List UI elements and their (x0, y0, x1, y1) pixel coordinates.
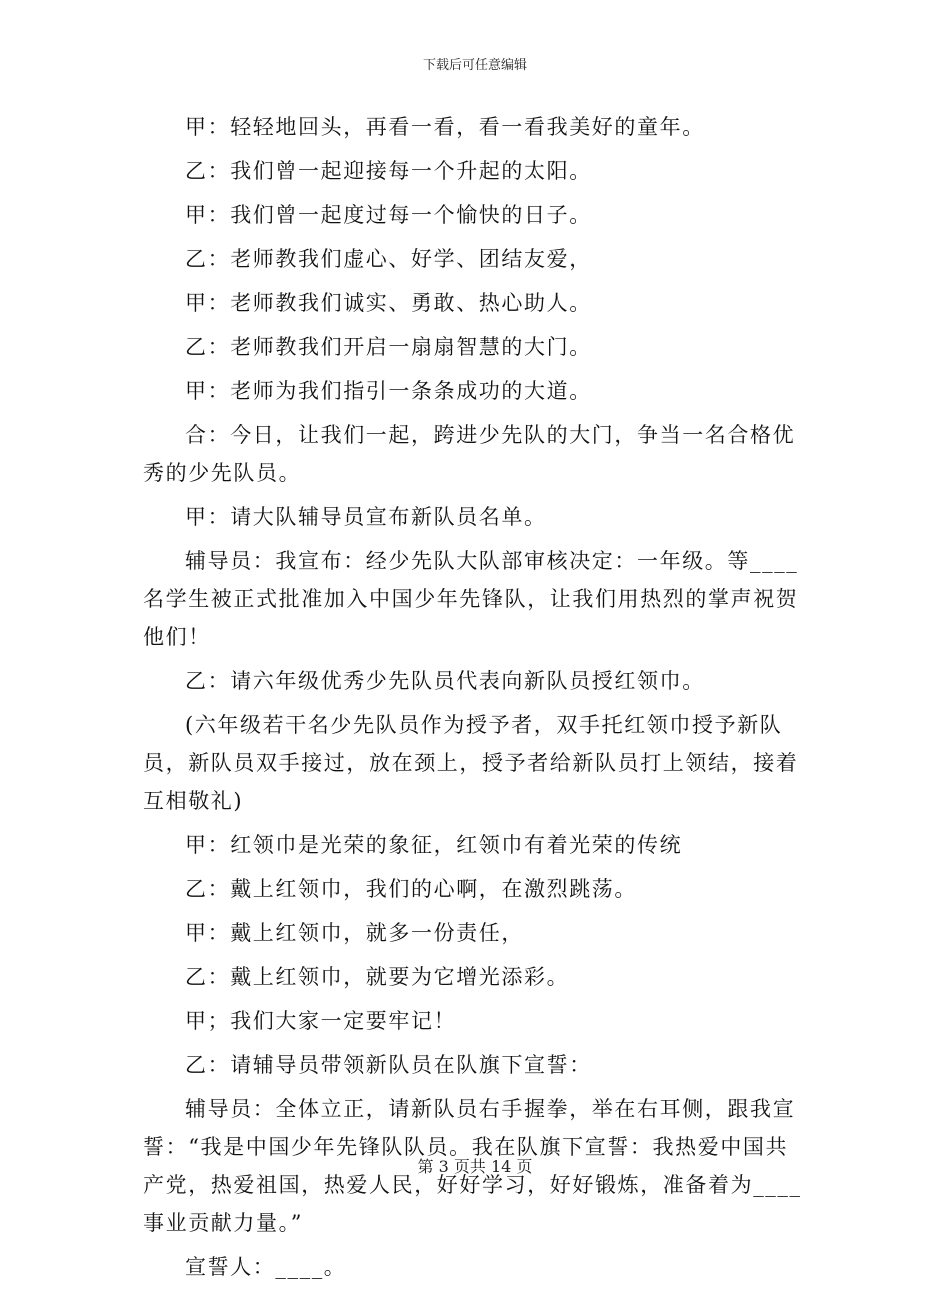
paragraph-7: 甲：老师为我们指引一条条成功的大道。 (185, 379, 592, 403)
paragraph-4: 乙：老师教我们虚心、好学、团结友爱， (185, 247, 592, 271)
paragraph-13: 甲：红领巾是光荣的象征，红领巾有着光荣的传统 (185, 833, 683, 857)
paragraph-2: 乙：我们曾一起迎接每一个升起的太阳。 (185, 159, 592, 183)
paragraph-1: 甲：轻轻地回头，再看一看，看一看我美好的童年。 (185, 115, 705, 139)
paragraph-14: 乙：戴上红领巾，我们的心啊，在激烈跳荡。 (185, 877, 637, 901)
paragraph-12: (六年级若干名少先队员作为授予者，双手托红领巾授予新队员，新队员双手接过，放在颈上，授予者给新队员打上领结，接着互相敬礼) (143, 713, 799, 813)
paragraph-16: 乙：戴上红领巾，就要为它增光添彩。 (185, 965, 570, 989)
paragraph-3: 甲：我们曾一起度过每一个愉快的日子。 (185, 203, 592, 227)
paragraph-15: 甲：戴上红领巾，就多一份责任， (185, 921, 524, 945)
paragraph-8: 合：今日，让我们一起，跨进少先队的大门，争当一名合格优秀的少先队员。 (143, 423, 796, 485)
paragraph-18: 乙：请辅导员带领新队员在队旗下宣誓： (185, 1053, 592, 1077)
paragraph-6: 乙：老师教我们开启一扇扇智慧的大门。 (185, 335, 592, 359)
paragraph-19: 辅导员：全体立正，请新队员右手握拳，举在右耳侧，跟我宣誓：“我是中国少年先锋队队员。我在队旗下宣誓：我热爱中国共产党，热爱祖国，热爱人民，好好学习，好好锻炼，准备着为____事业贡献力量。” (143, 1097, 802, 1235)
paragraph-11: 乙：请六年级优秀少先队员代表向新队员授红领巾。 (185, 669, 705, 693)
paragraph-5: 甲：老师教我们诚实、勇敢、热心助人。 (185, 291, 592, 315)
page-header: 下载后可任意编辑 (422, 58, 527, 73)
paragraph-20: 宣誓人：____。 (185, 1255, 347, 1279)
page-number-footer: 第 3 页共 14 页 (417, 1157, 533, 1176)
paragraph-17: 甲；我们大家一定要牢记！ (185, 1009, 457, 1033)
document-body (143, 108, 803, 1292)
paragraph-9: 甲：请大队辅导员宣布新队员名单。 (185, 505, 547, 529)
paragraph-10: 辅导员：我宣布：经少先队大队部审核决定：一年级。等____名学生被正式批准加入中国少年先锋队，让我们用热烈的掌声祝贺他们！ (143, 549, 799, 649)
